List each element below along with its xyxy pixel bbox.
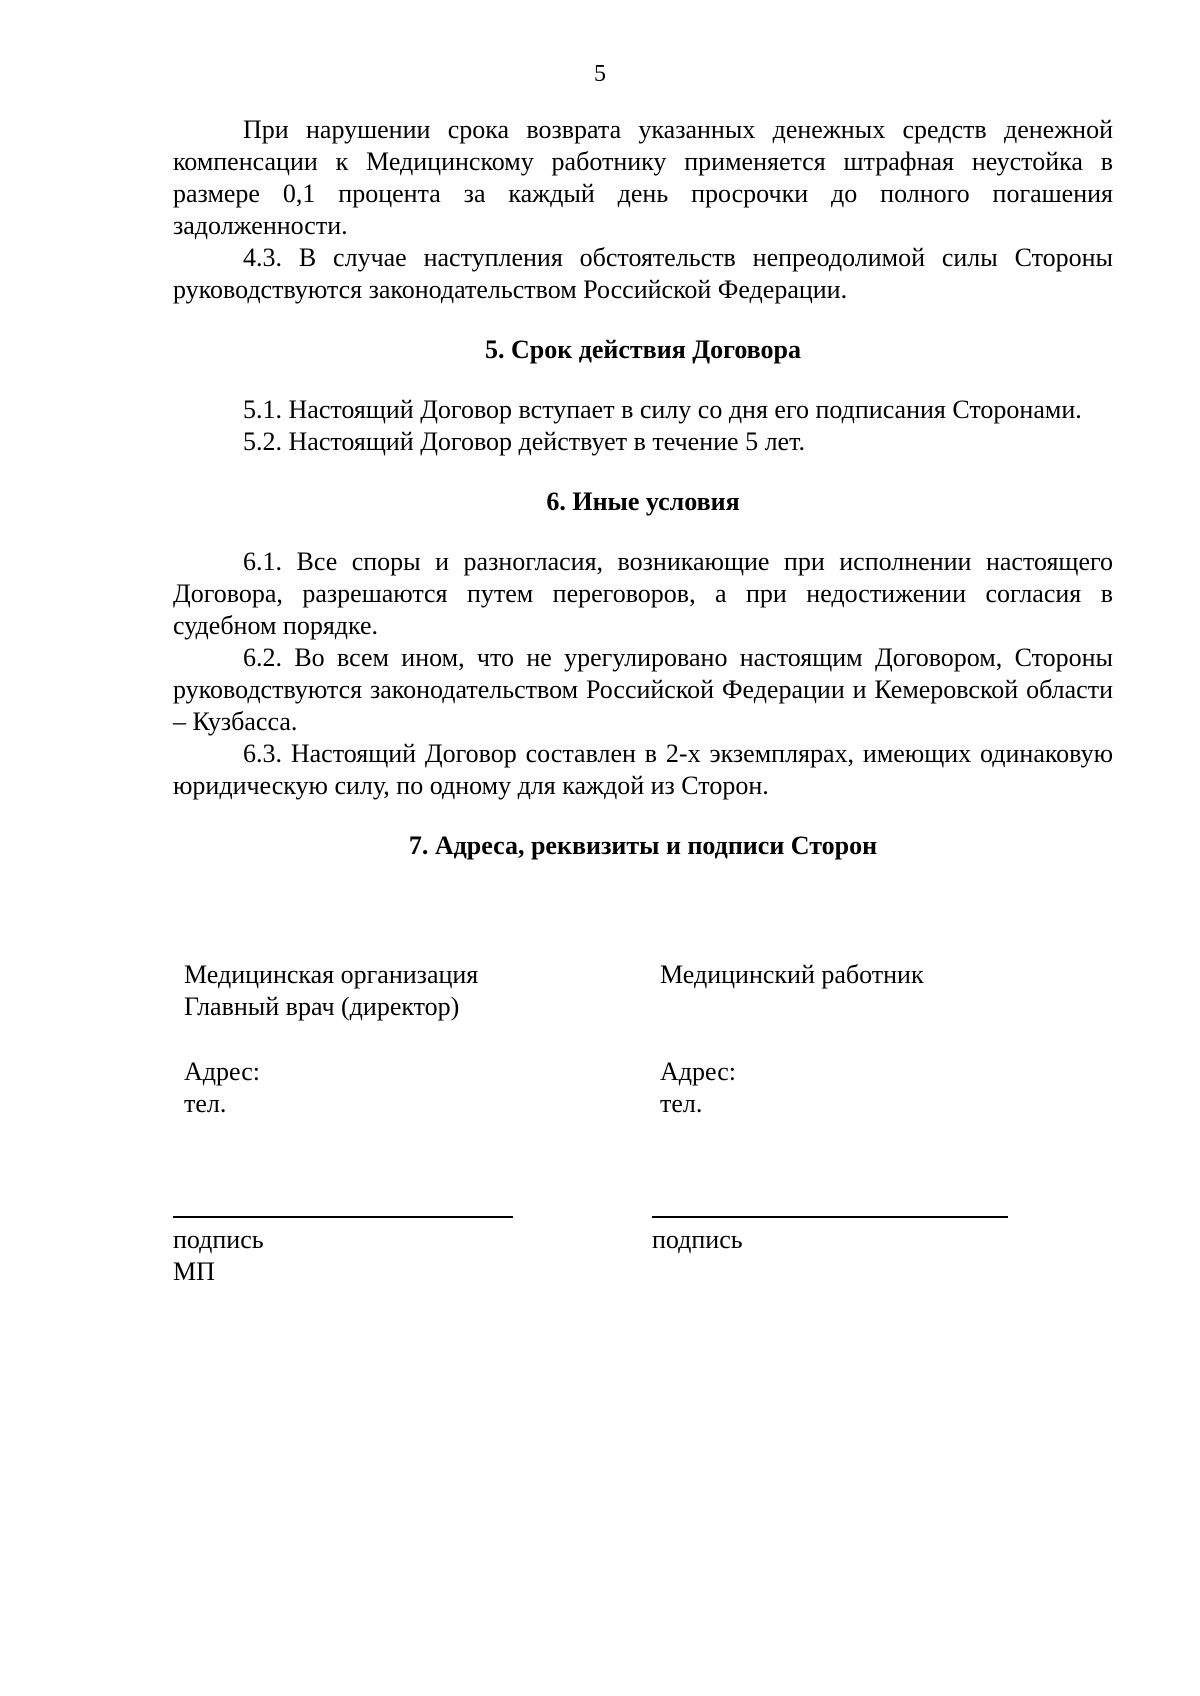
- organization-signature-label: подпись: [173, 1225, 264, 1254]
- worker-signature-caption: [652, 1224, 743, 1256]
- organization-signature-line: [173, 1216, 513, 1218]
- worker-label: Медицинский работник: [660, 960, 924, 989]
- section-5-title: 5. Срок действия Договора: [484, 335, 801, 364]
- chief-doctor-label: Главный врач (директор): [184, 992, 460, 1021]
- penalty-paragraph: При нарушении срока возврата указанных денежных средств денежной компенсации к Медицинскому работнику применяется штрафная неустойка в размере 0,1 процента за каждый день просрочки до полного погашения задолженности.: [173, 115, 1113, 240]
- paragraph-6-3: 6.3. Настоящий Договор составлен в 2-х экземплярах, имеющих одинаковую юридическую силу, по одному для каждой из Сторон.: [173, 739, 1113, 800]
- organization-signature-caption: [173, 1224, 264, 1288]
- organization-address-label: Адрес:: [184, 1057, 260, 1086]
- paragraph-6-1: 6.1. Все споры и разногласия, возникающие при исполнении настоящего Договора, разрешаются путем переговоров, а при недостижении согласия в судебном порядке.: [173, 547, 1113, 640]
- organization-phone-label: тел.: [184, 1089, 227, 1118]
- stamp-label: МП: [173, 1257, 215, 1286]
- paragraph-5-1: 5.1. Настоящий Договор вступает в силу со дня его подписания Сторонами.: [243, 395, 1082, 424]
- signature-block-organization: [184, 959, 478, 1120]
- paragraph-6-2: 6.2. Во всем ином, что не урегулировано настоящим Договором, Стороны руководствуются законодательством Российской Федерации и Кемеровской области – Кузбасса.: [173, 643, 1113, 736]
- signature-block-worker: [660, 959, 924, 1120]
- worker-signature-label: подпись: [652, 1225, 743, 1254]
- document-body: [173, 114, 1113, 862]
- paragraph-5-2: 5.2. Настоящий Договор действует в течение 5 лет.: [243, 427, 806, 456]
- page-number: 5: [594, 61, 606, 87]
- worker-address-label: Адрес:: [660, 1057, 736, 1086]
- worker-phone-label: тел.: [660, 1089, 703, 1118]
- worker-signature-line: [652, 1216, 1008, 1218]
- organization-label: Медицинская организация: [184, 960, 479, 989]
- paragraph-4-3: 4.3. В случае наступления обстоятельств непреодолимой силы Стороны руководствуются законодательством Российской Федерации.: [173, 243, 1113, 304]
- section-7-title: 7. Адреса, реквизиты и подписи Сторон: [408, 831, 878, 860]
- section-6-title: 6. Иные условия: [546, 487, 740, 516]
